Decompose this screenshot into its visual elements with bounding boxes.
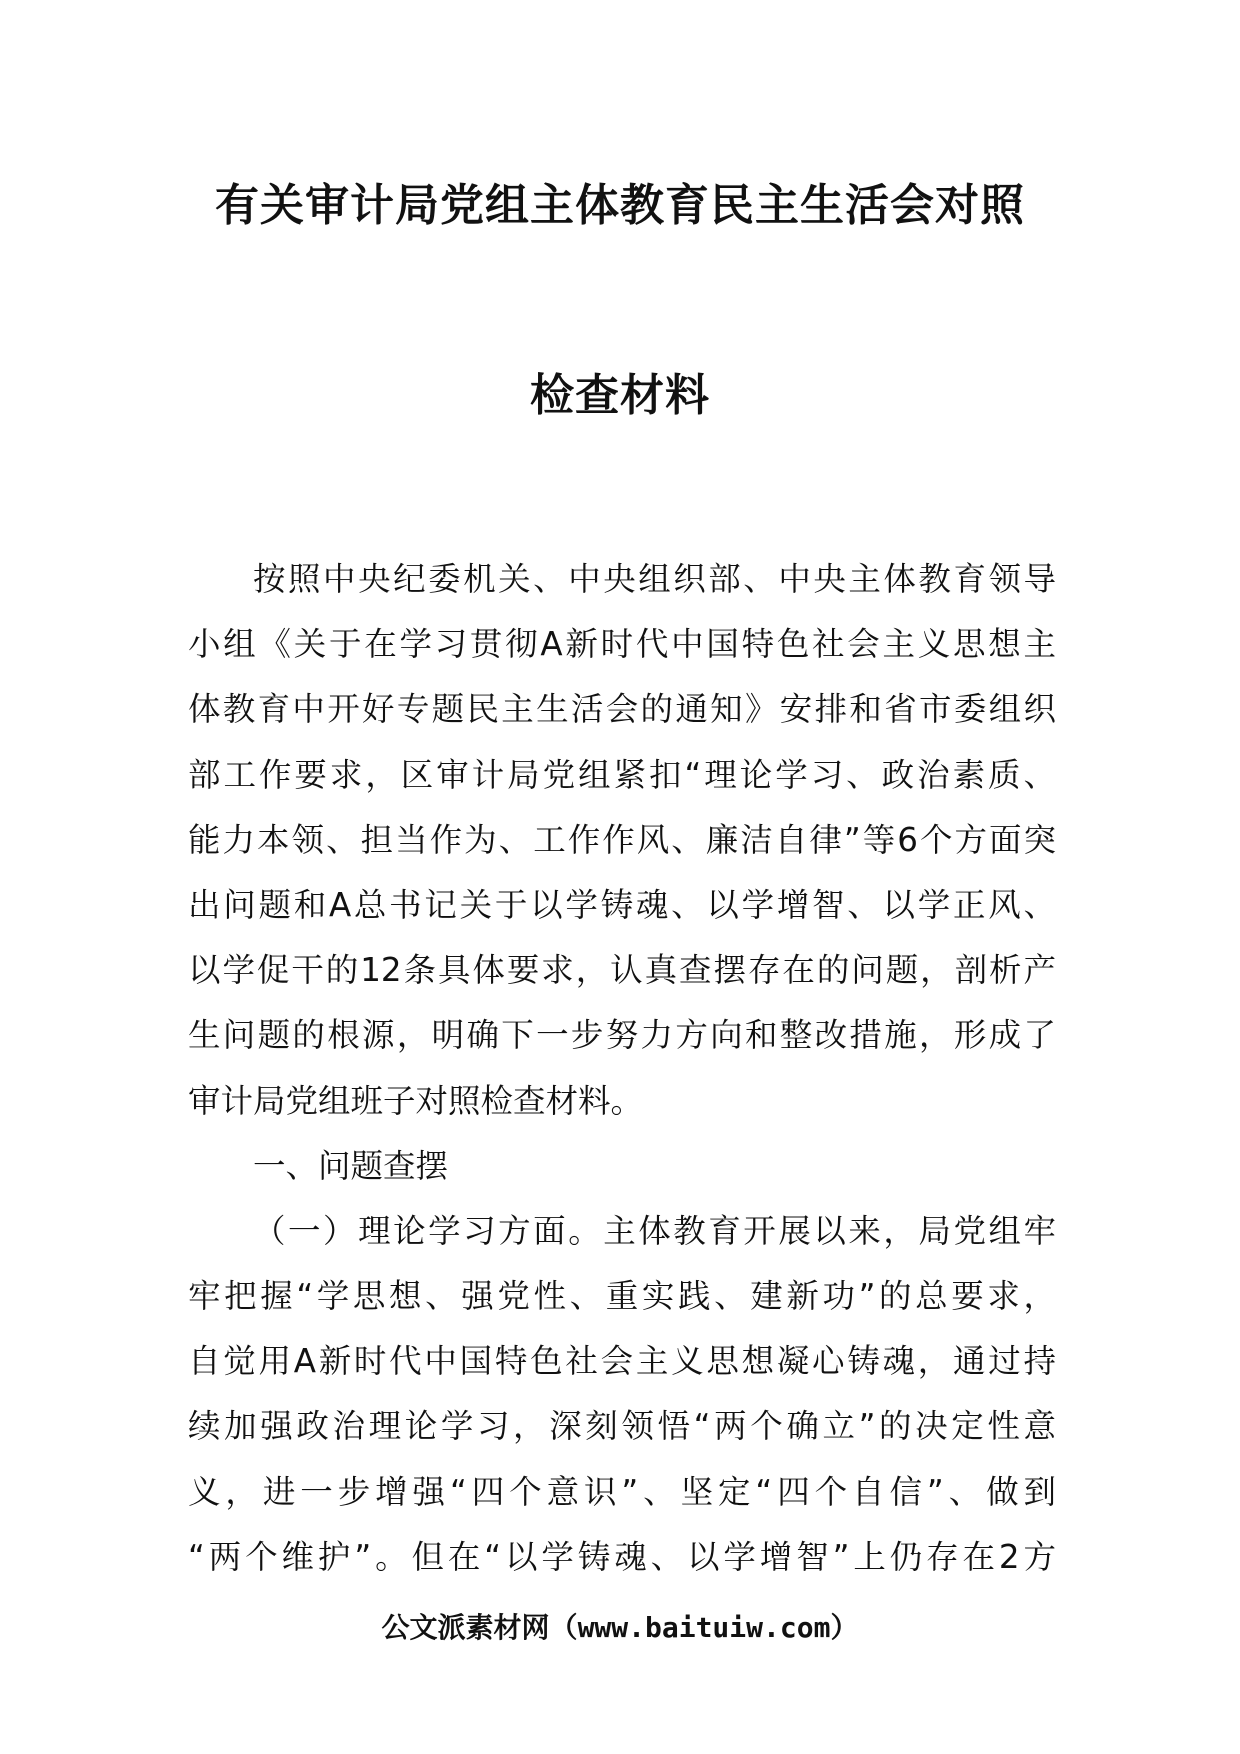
body-text-line: “两个维护”。但在“以学铸魂、以学增智”上仍存在2方 (188, 1537, 1056, 1576)
body-text-line: 小组《关于在学习贯彻A新时代中国特色社会主义思想主 (188, 625, 1056, 664)
document-body (188, 547, 1056, 1590)
body-text-line: 义，进一步增强“四个意识”、坚定“四个自信”、做到 (188, 1472, 1056, 1511)
footer-close-paren: ） (830, 1611, 859, 1644)
body-text-line: 续加强政治理论学习，深刻领悟“两个确立”的决定性意 (188, 1407, 1056, 1446)
page-footer (0, 1611, 1240, 1644)
body-text-line: 自觉用A新时代中国特色社会主义思想凝心铸魂，通过持 (188, 1342, 1056, 1381)
footer-open-paren: （ (549, 1611, 578, 1644)
body-text-line: 一、问题查摆 (253, 1146, 449, 1185)
body-text-line: 能力本领、担当作为、工作作风、廉洁自律”等6个方面突 (188, 820, 1056, 859)
body-text-line: 出问题和A总书记关于以学铸魂、以学增智、以学正风、 (188, 885, 1056, 924)
body-text-line: 以学促干的12条具体要求，认真查摆存在的问题，剖析产 (188, 951, 1056, 990)
body-text-line: 牢把握“学思想、强党性、重实践、建新功”的总要求， (188, 1277, 1056, 1316)
document-title-line-1: 有关审计局党组主体教育民主生活会对照 (215, 180, 1025, 231)
document-title-line-2: 检查材料 (530, 370, 710, 421)
body-text-line: 生问题的根源，明确下一步努力方向和整改措施，形成了 (188, 1016, 1056, 1055)
body-text-line: （一）理论学习方面。主体教育开展以来，局党组牢 (253, 1211, 1056, 1250)
footer-url[interactable]: www.baituiw.com (577, 1611, 831, 1644)
body-text-line: 部工作要求，区审计局党组紧扣“理论学习、政治素质、 (188, 755, 1056, 794)
footer-site-name: 公文派素材网 (381, 1611, 550, 1644)
body-text-line: 按照中央纪委机关、中央组织部、中央主体教育领导 (253, 560, 1056, 598)
body-text-line: 体教育中开好专题民主生活会的通知》安排和省市委组织 (188, 690, 1056, 729)
body-text-line: 审计局党组班子对照检查材料。 (188, 1081, 644, 1120)
